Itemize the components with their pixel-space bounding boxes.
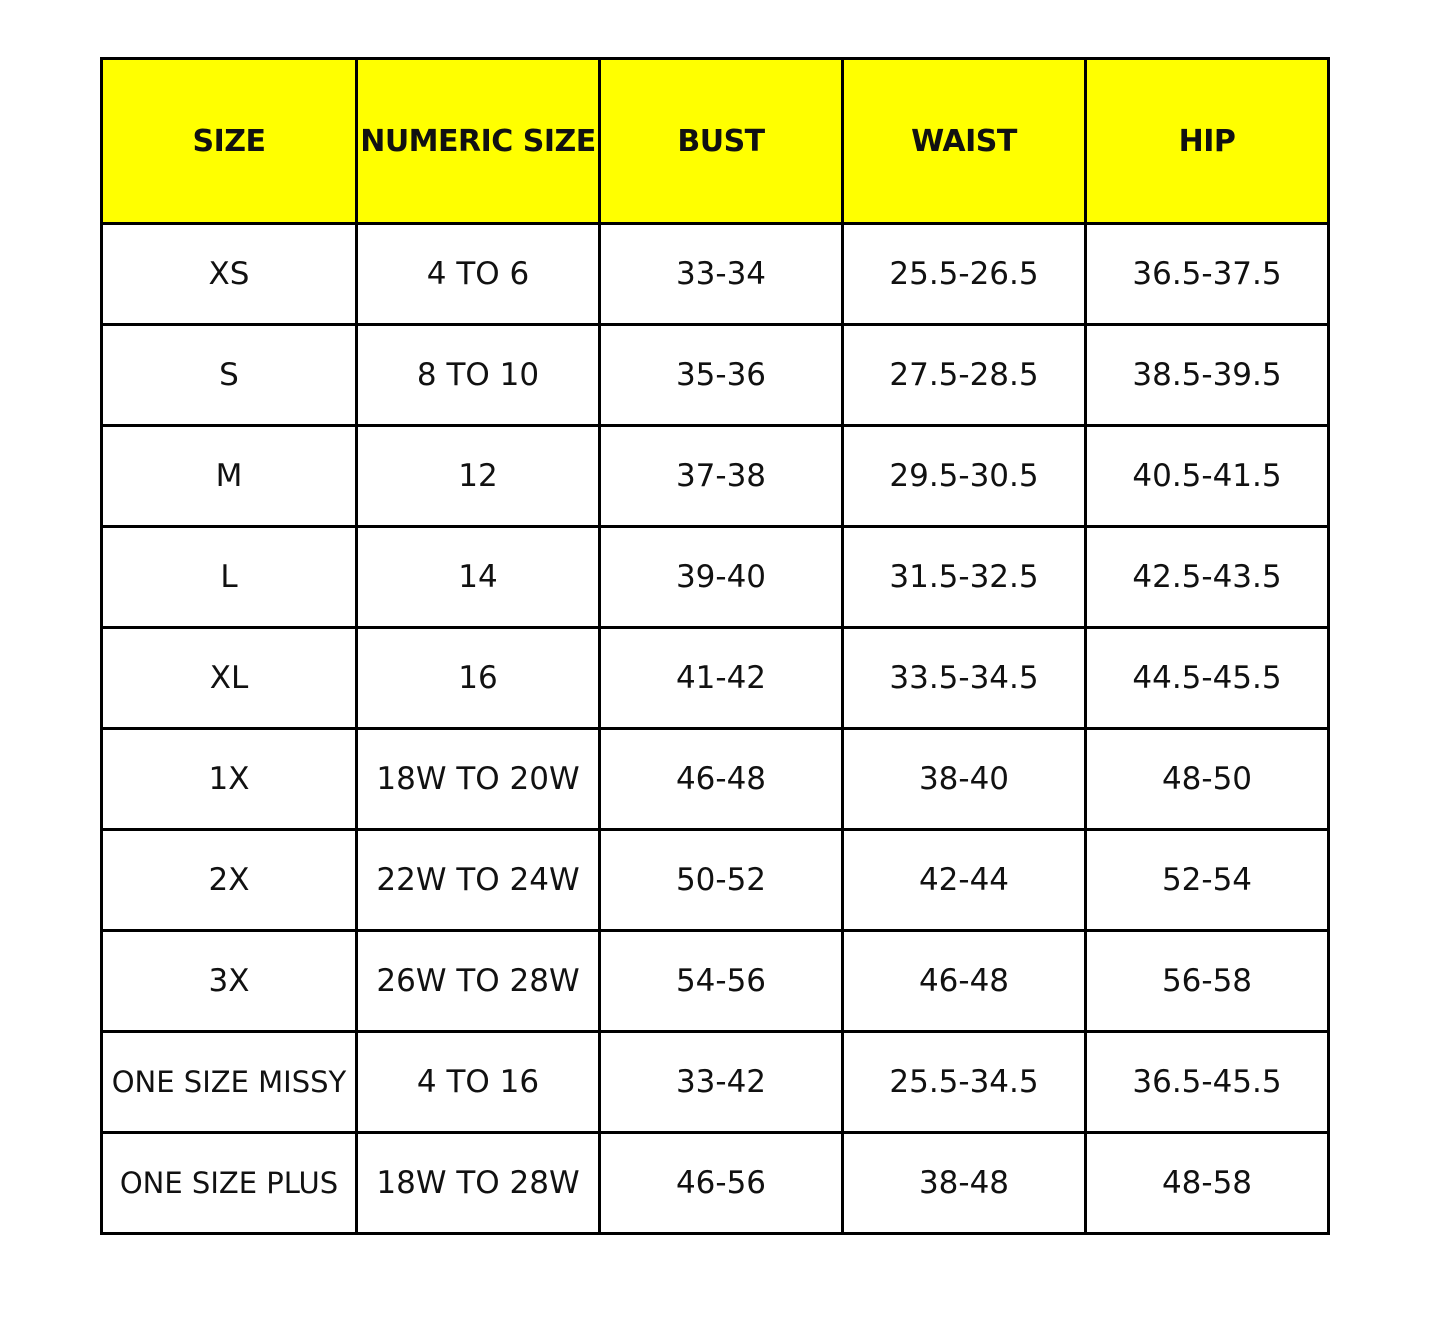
cell-waist: 38-40 [843, 729, 1086, 830]
header-hip: HIP [1086, 59, 1329, 224]
table-row [102, 426, 1329, 527]
cell-waist: 27.5-28.5 [843, 325, 1086, 426]
cell-bust: 35-36 [600, 325, 843, 426]
cell-numeric-size: 22W TO 24W [357, 830, 600, 931]
cell-numeric-size: 4 TO 16 [357, 1032, 600, 1133]
cell-waist: 25.5-34.5 [843, 1032, 1086, 1133]
cell-bust: 54-56 [600, 931, 843, 1032]
cell-hip: 40.5-41.5 [1086, 426, 1329, 527]
cell-hip: 42.5-43.5 [1086, 527, 1329, 628]
cell-hip: 48-50 [1086, 729, 1329, 830]
table-row [102, 830, 1329, 931]
cell-size: XS [102, 224, 357, 325]
table-row [102, 527, 1329, 628]
header-numeric-size: NUMERIC SIZE [357, 59, 600, 224]
cell-numeric-size: 12 [357, 426, 600, 527]
cell-bust: 46-48 [600, 729, 843, 830]
size-chart-table [100, 57, 1330, 1235]
table-row [102, 325, 1329, 426]
cell-hip: 44.5-45.5 [1086, 628, 1329, 729]
cell-size: S [102, 325, 357, 426]
cell-numeric-size: 26W TO 28W [357, 931, 600, 1032]
cell-bust: 46-56 [600, 1133, 843, 1234]
cell-numeric-size: 14 [357, 527, 600, 628]
table-row [102, 1133, 1329, 1234]
cell-waist: 46-48 [843, 931, 1086, 1032]
cell-size: XL [102, 628, 357, 729]
cell-waist: 29.5-30.5 [843, 426, 1086, 527]
cell-bust: 39-40 [600, 527, 843, 628]
header-row [102, 59, 1329, 224]
cell-bust: 37-38 [600, 426, 843, 527]
cell-size: 1X [102, 729, 357, 830]
table-row [102, 1032, 1329, 1133]
cell-size: ONE SIZE MISSY [102, 1032, 357, 1133]
cell-hip: 52-54 [1086, 830, 1329, 931]
cell-numeric-size: 18W TO 28W [357, 1133, 600, 1234]
cell-numeric-size: 18W TO 20W [357, 729, 600, 830]
header-waist: WAIST [843, 59, 1086, 224]
cell-size: M [102, 426, 357, 527]
cell-waist: 42-44 [843, 830, 1086, 931]
cell-hip: 36.5-37.5 [1086, 224, 1329, 325]
header-size: SIZE [102, 59, 357, 224]
cell-waist: 31.5-32.5 [843, 527, 1086, 628]
cell-size: 2X [102, 830, 357, 931]
cell-bust: 50-52 [600, 830, 843, 931]
table-row [102, 224, 1329, 325]
cell-size: L [102, 527, 357, 628]
cell-numeric-size: 4 TO 6 [357, 224, 600, 325]
cell-numeric-size: 16 [357, 628, 600, 729]
cell-hip: 48-58 [1086, 1133, 1329, 1234]
cell-bust: 33-34 [600, 224, 843, 325]
cell-waist: 33.5-34.5 [843, 628, 1086, 729]
cell-waist: 25.5-26.5 [843, 224, 1086, 325]
table-row [102, 931, 1329, 1032]
cell-size: 3X [102, 931, 357, 1032]
cell-numeric-size: 8 TO 10 [357, 325, 600, 426]
table-row [102, 729, 1329, 830]
header-bust: BUST [600, 59, 843, 224]
cell-bust: 33-42 [600, 1032, 843, 1133]
table-row [102, 628, 1329, 729]
cell-waist: 38-48 [843, 1133, 1086, 1234]
cell-hip: 36.5-45.5 [1086, 1032, 1329, 1133]
cell-hip: 56-58 [1086, 931, 1329, 1032]
cell-hip: 38.5-39.5 [1086, 325, 1329, 426]
cell-bust: 41-42 [600, 628, 843, 729]
cell-size: ONE SIZE PLUS [102, 1133, 357, 1234]
